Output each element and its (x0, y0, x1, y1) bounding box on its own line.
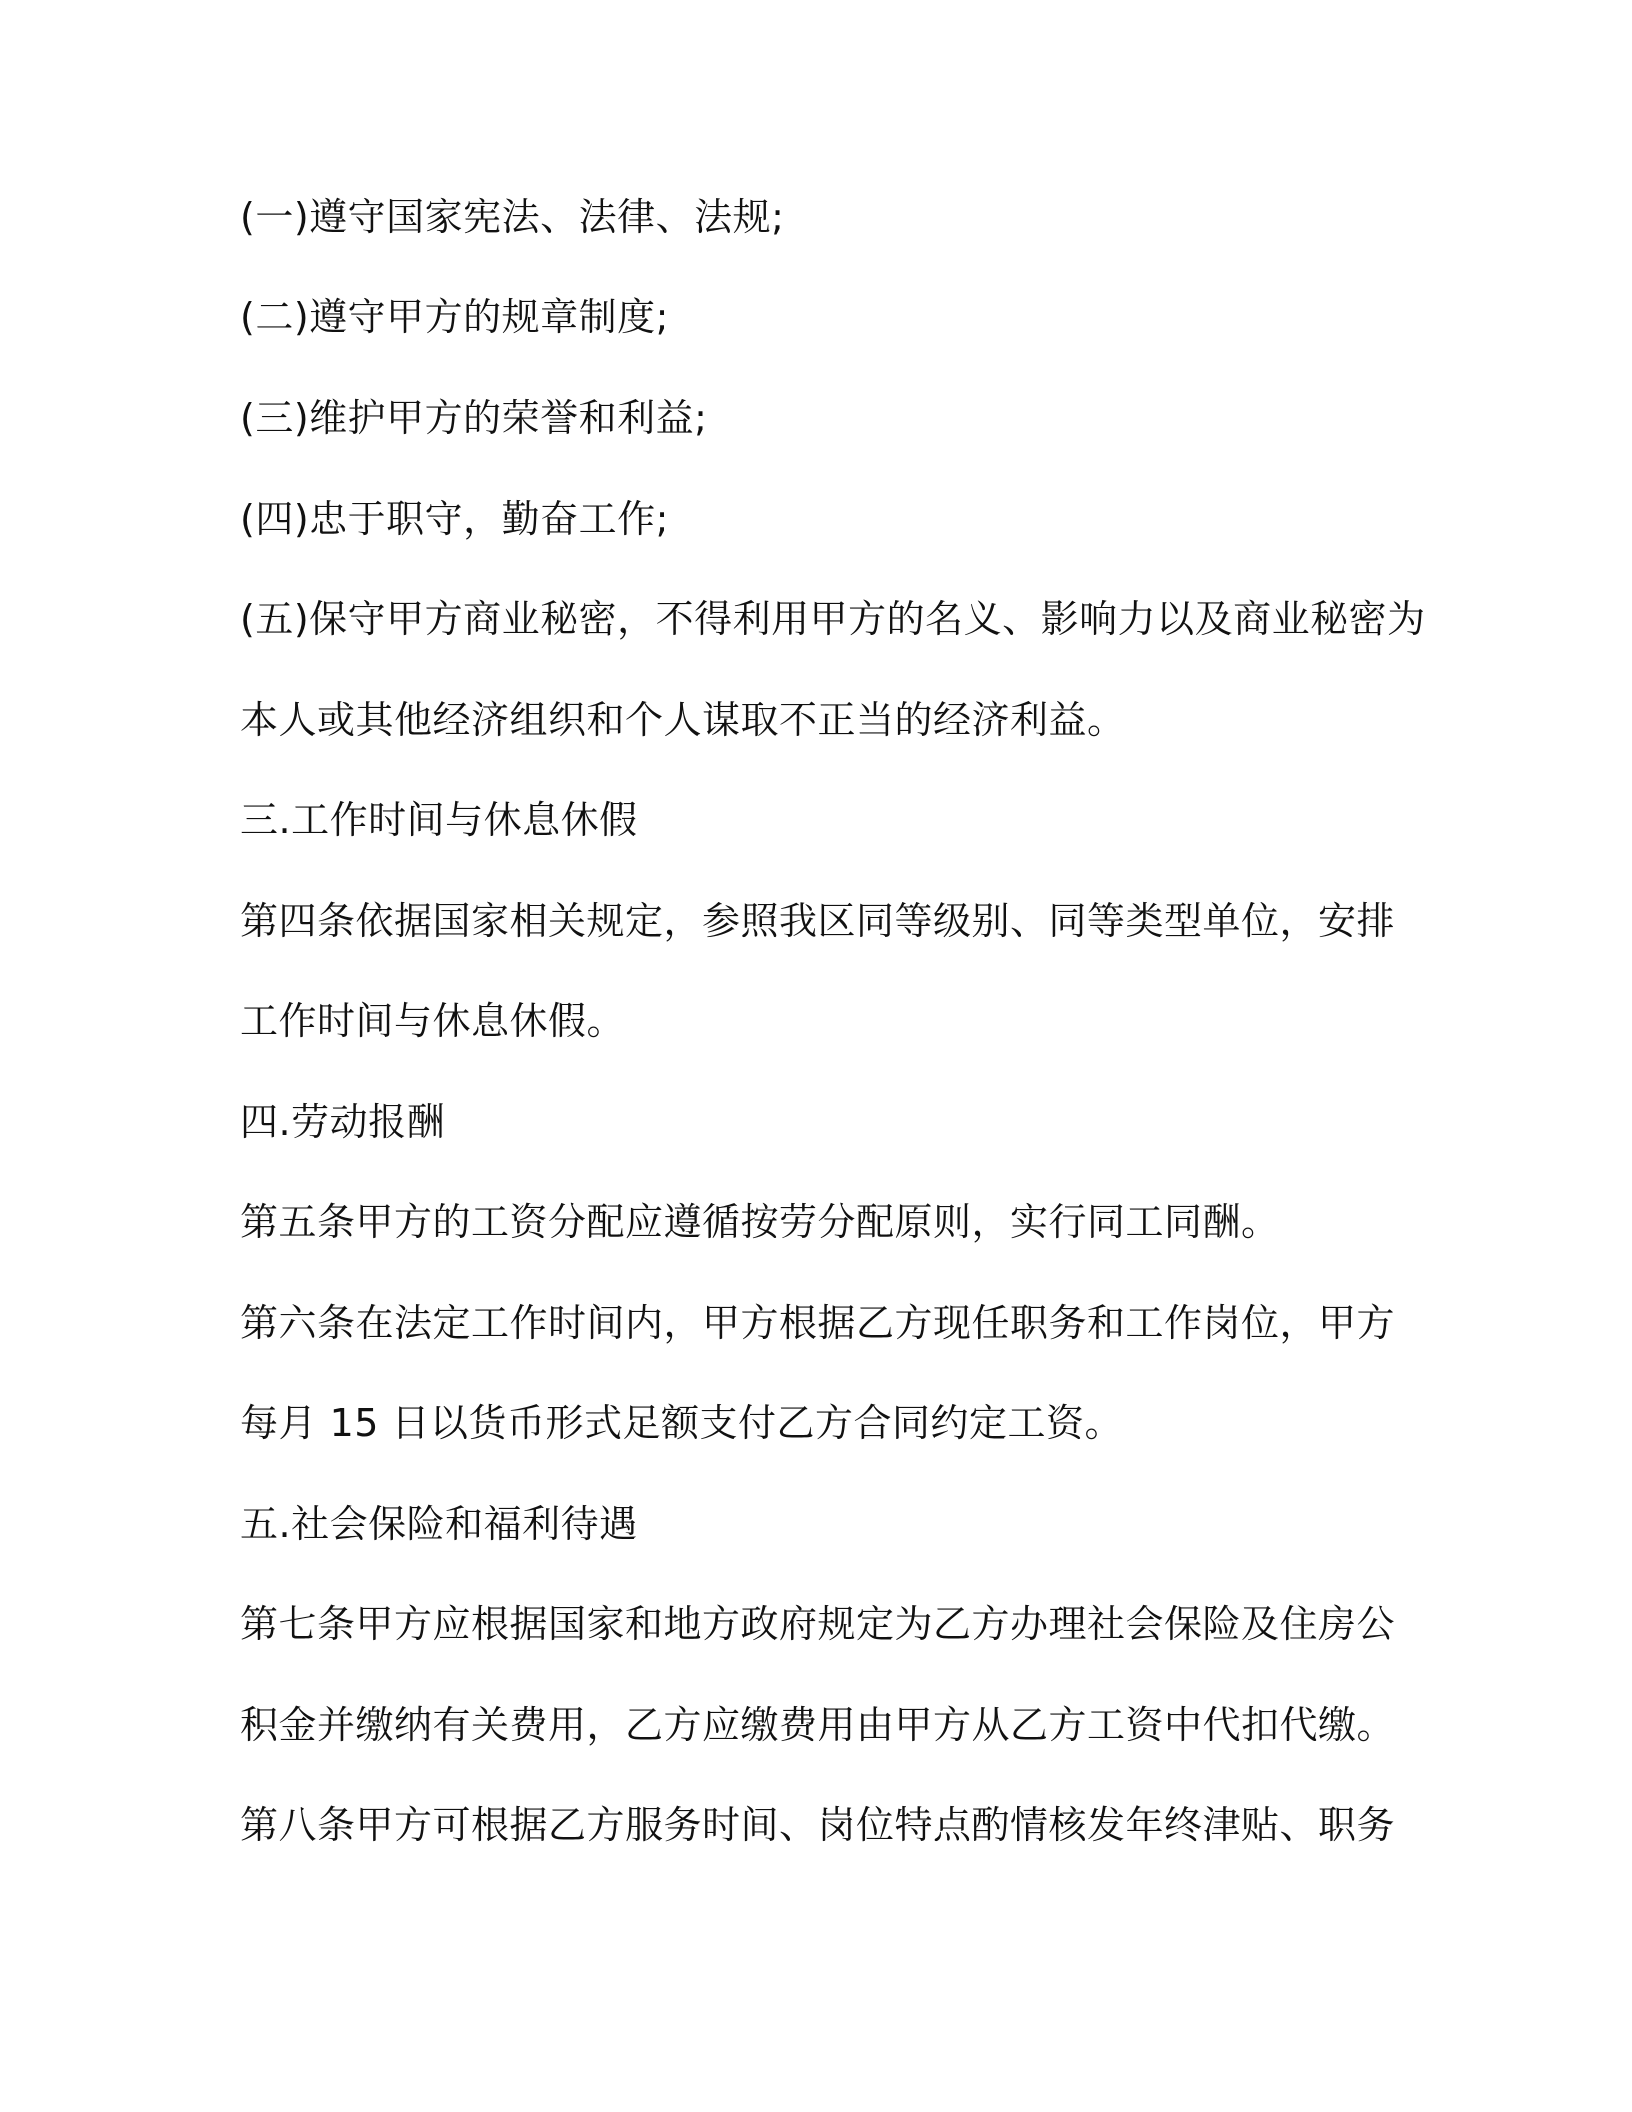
clause-item-3: (三)维护甲方的荣誉和利益; (240, 396, 708, 440)
article-8: 第八条甲方可根据乙方服务时间、岗位特点酌情核发年终津贴、职务 (240, 1803, 1396, 1847)
article-5: 第五条甲方的工资分配应遵循按劳分配原则，实行同工同酬。 (240, 1200, 1280, 1244)
article-4: 第四条依据国家相关规定，参照我区同等级别、同等类型单位，安排 (240, 899, 1396, 943)
clause-item-2: (二)遵守甲方的规章制度; (240, 295, 669, 339)
section-heading-4: 四.劳动报酬 (240, 1100, 446, 1144)
article-6-cont: 每月 15 日以货币形式足额支付乙方合同约定工资。 (240, 1401, 1124, 1445)
section-heading-3: 三.工作时间与休息休假 (240, 798, 638, 842)
article-7-cont: 积金并缴纳有关费用，乙方应缴费用由甲方从乙方工资中代扣代缴。 (240, 1703, 1396, 1747)
article-4-cont: 工作时间与休息休假。 (240, 999, 626, 1043)
article-7: 第七条甲方应根据国家和地方政府规定为乙方办理社会保险及住房公 (240, 1602, 1396, 1646)
section-heading-5: 五.社会保险和福利待遇 (240, 1502, 638, 1546)
clause-item-5-cont: 本人或其他经济组织和个人谋取不正当的经济利益。 (240, 698, 1126, 742)
article-6: 第六条在法定工作时间内，甲方根据乙方现任职务和工作岗位，甲方 (240, 1301, 1396, 1345)
clause-item-4: (四)忠于职守，勤奋工作; (240, 497, 669, 541)
clause-item-1: (一)遵守国家宪法、法律、法规; (240, 195, 785, 239)
clause-item-5: (五)保守甲方商业秘密，不得利用甲方的名义、影响力以及商业秘密为 (240, 597, 1426, 641)
